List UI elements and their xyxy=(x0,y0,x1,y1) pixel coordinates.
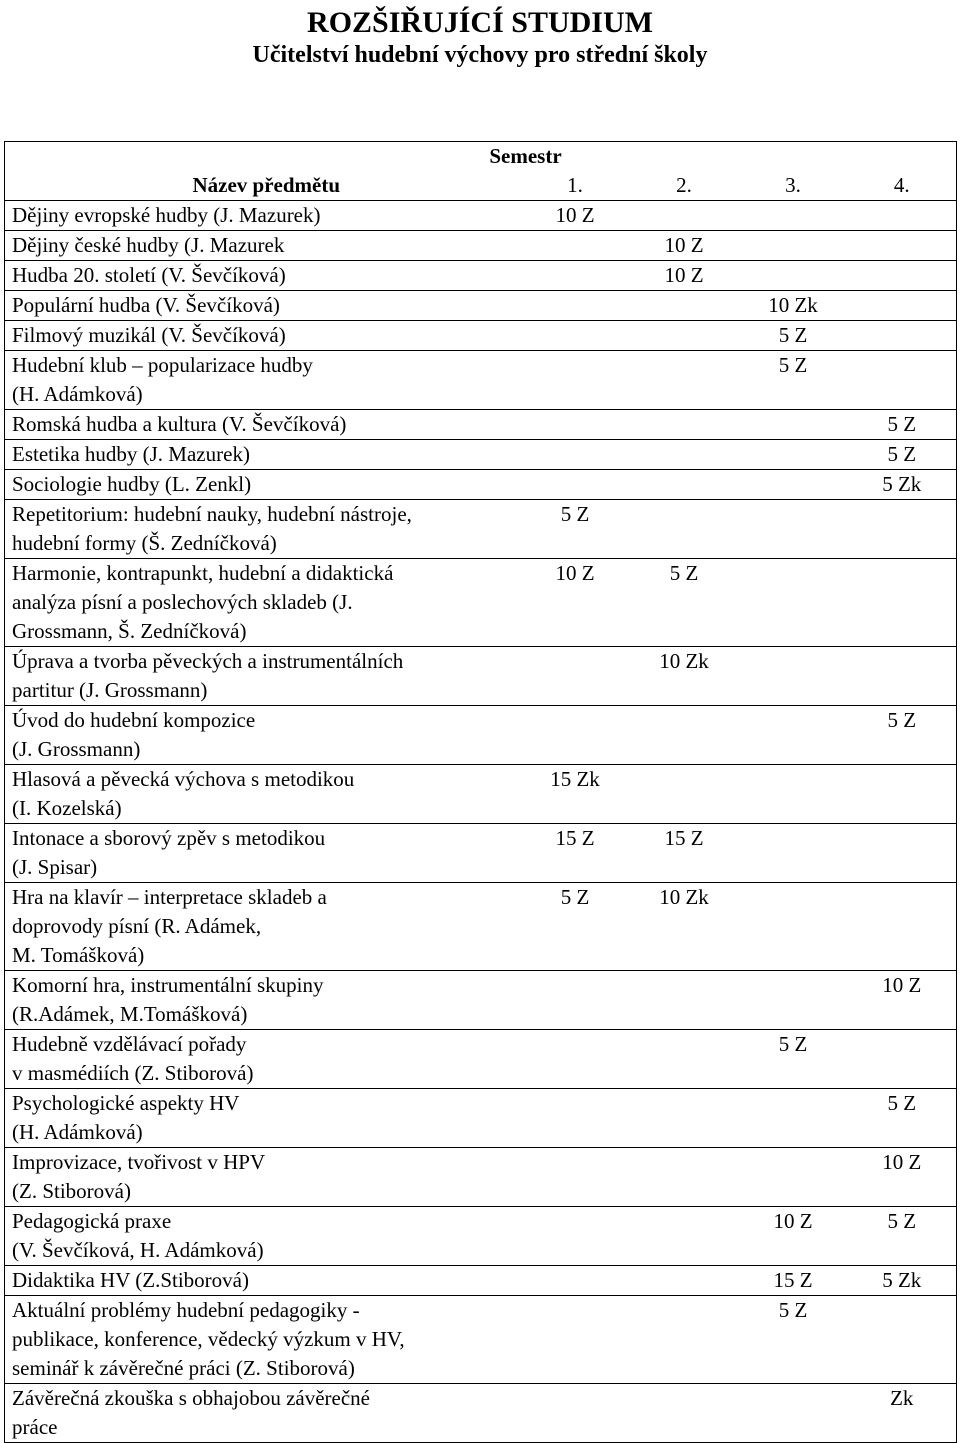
semester-2-cell xyxy=(630,231,739,261)
semester-4-cell xyxy=(848,1089,957,1148)
semester-3-cell xyxy=(739,971,848,1030)
page-subtitle: Učitelství hudební výchovy pro střední školy xyxy=(252,42,708,68)
semester-3-cell xyxy=(739,1296,848,1384)
study-plan-table xyxy=(4,141,957,1443)
semester-1-cell xyxy=(521,1089,630,1148)
table-row xyxy=(5,1089,957,1148)
semester-4-cell xyxy=(848,291,957,321)
credit-value: 5 Z xyxy=(887,708,917,732)
table-row xyxy=(5,1207,957,1266)
semester-3-cell xyxy=(739,500,848,559)
subject-name-cell xyxy=(5,824,521,883)
subject-name-line: seminář k závěrečné práci (Z. Stiborová) xyxy=(12,1356,355,1380)
semester-2-cell xyxy=(630,410,739,440)
subject-name-cell xyxy=(5,706,521,765)
semester-4-cell xyxy=(848,824,957,883)
subject-name-line: v masmédiích (Z. Stiborová) xyxy=(12,1061,254,1085)
credit-value: 10 Z xyxy=(882,1150,922,1174)
semester-1-cell xyxy=(521,321,630,351)
semester-4-cell xyxy=(848,410,957,440)
table-row xyxy=(5,971,957,1030)
semester-2-cell xyxy=(630,1384,739,1443)
subject-name-cell xyxy=(5,410,521,440)
table-row xyxy=(5,470,957,500)
semester-1-cell xyxy=(521,706,630,765)
semester-1-cell xyxy=(521,231,630,261)
semester-number: 2. xyxy=(676,173,692,197)
subject-name-line: M. Tomášková) xyxy=(12,943,145,967)
semester-3-cell xyxy=(739,291,848,321)
credit-value: 5 Z xyxy=(778,323,808,347)
semester-1-cell xyxy=(521,351,630,410)
credit-value: 5 Zk xyxy=(882,472,922,496)
subject-name-cell xyxy=(5,1296,521,1384)
semester-4-cell xyxy=(848,1266,957,1296)
credit-value: Zk xyxy=(890,1386,914,1410)
semester-1-cell xyxy=(521,440,630,470)
semester-1-cell xyxy=(521,1207,630,1266)
credit-value: 5 Z xyxy=(887,412,917,436)
semester-2-cell xyxy=(630,1148,739,1207)
semester-2-cell xyxy=(630,1266,739,1296)
semester-3-cell xyxy=(739,321,848,351)
subject-name-line: Komorní hra, instrumentální skupiny xyxy=(12,973,324,997)
subject-name-line: Dějiny české hudby (J. Mazurek xyxy=(12,233,285,257)
semester-header-3 xyxy=(739,171,848,201)
semester-1-cell xyxy=(521,765,630,824)
credit-value: 10 Z xyxy=(664,263,704,287)
credit-value: 10 Z xyxy=(555,203,595,227)
credit-value: 10 Zk xyxy=(768,293,818,317)
semester-3-cell xyxy=(739,559,848,647)
subject-name-cell xyxy=(5,440,521,470)
subject-name-cell xyxy=(5,321,521,351)
table-row xyxy=(5,1030,957,1089)
semester-2-cell xyxy=(630,351,739,410)
credit-value: 5 Z xyxy=(560,502,590,526)
semester-2-cell xyxy=(630,971,739,1030)
credit-value: 5 Z xyxy=(669,561,699,585)
semester-3-cell xyxy=(739,1089,848,1148)
semester-number: 3. xyxy=(785,173,801,197)
subject-name-line: Hra na klavír – interpretace skladeb a xyxy=(12,885,327,909)
subject-name-line: (I. Kozelská) xyxy=(12,796,122,820)
table-row xyxy=(5,1266,957,1296)
semester-2-cell xyxy=(630,883,739,971)
subject-name-cell xyxy=(5,971,521,1030)
semester-1-cell xyxy=(521,1148,630,1207)
credit-value: 10 Zk xyxy=(659,885,709,909)
semester-2-cell xyxy=(630,824,739,883)
subject-name-cell xyxy=(5,1089,521,1148)
semester-4-cell xyxy=(848,1148,957,1207)
subject-name-line: (H. Adámková) xyxy=(12,382,143,406)
semester-4-cell xyxy=(848,1384,957,1443)
subject-name-line: Dějiny evropské hudby (J. Mazurek) xyxy=(12,203,321,227)
subject-name-line: práce xyxy=(12,1415,58,1439)
semester-1-cell xyxy=(521,291,630,321)
semester-2-cell xyxy=(630,261,739,291)
semester-4-cell xyxy=(848,706,957,765)
credit-value: 15 Z xyxy=(773,1268,813,1292)
semester-4-cell xyxy=(848,1030,957,1089)
study-plan-body xyxy=(5,142,957,1443)
subject-name-cell xyxy=(5,470,521,500)
semester-3-cell xyxy=(739,410,848,440)
subject-name-line: analýza písní a poslechových skladeb (J. xyxy=(12,590,353,614)
subject-name-line: publikace, konference, vědecký výzkum v HV, xyxy=(12,1327,405,1351)
semester-number: 4. xyxy=(893,173,910,197)
credit-value: 5 Z xyxy=(560,885,590,909)
credit-value: 5 Z xyxy=(778,1298,808,1322)
semester-4-cell xyxy=(848,500,957,559)
semester-3-cell xyxy=(739,231,848,261)
subject-name-line: (Z. Stiborová) xyxy=(12,1179,131,1203)
subject-name-line: (J. Grossmann) xyxy=(12,737,141,761)
credit-value: 10 Z xyxy=(664,233,704,257)
subject-name-line: Psychologické aspekty HV xyxy=(12,1091,240,1115)
subject-name-line: Estetika hudby (J. Mazurek) xyxy=(12,442,250,466)
semester-1-cell xyxy=(521,1266,630,1296)
credit-value: 10 Z xyxy=(773,1209,813,1233)
subject-name-line: Hlasová a pěvecká výchova s metodikou xyxy=(12,767,355,791)
semester-3-cell xyxy=(739,261,848,291)
subject-name-line: Sociologie hudby (L. Zenkl) xyxy=(12,472,252,496)
semester-2-cell xyxy=(630,500,739,559)
table-row xyxy=(5,883,957,971)
semester-4-cell xyxy=(848,201,957,231)
semester-3-cell xyxy=(739,470,848,500)
table-row xyxy=(5,647,957,706)
semester-4-cell xyxy=(848,470,957,500)
semester-1-cell xyxy=(521,971,630,1030)
semester-2-cell xyxy=(630,321,739,351)
subject-name-line: (R.Adámek, M.Tomášková) xyxy=(12,1002,248,1026)
subject-name-cell xyxy=(5,883,521,971)
table-row xyxy=(5,410,957,440)
semester-3-cell xyxy=(739,824,848,883)
subject-name-cell xyxy=(5,1148,521,1207)
credit-value: 10 Z xyxy=(882,973,922,997)
subject-name-line: Repetitorium: hudební nauky, hudební nástroje, xyxy=(12,502,412,526)
subject-name-header: Název předmětu xyxy=(5,171,521,201)
semester-3-cell xyxy=(739,440,848,470)
semester-header-1 xyxy=(521,171,630,201)
semester-1-cell xyxy=(521,500,630,559)
credit-value: 15 Z xyxy=(664,826,704,850)
semester-3-cell xyxy=(739,883,848,971)
semestr-header-row xyxy=(5,142,957,172)
subject-name-cell xyxy=(5,261,521,291)
semester-1-cell xyxy=(521,1296,630,1384)
subject-name-line: doprovody písní (R. Adámek, xyxy=(12,914,262,938)
semester-1-cell xyxy=(521,201,630,231)
semester-4-cell xyxy=(848,1296,957,1384)
semester-4-cell xyxy=(848,321,957,351)
semester-header-4 xyxy=(848,171,957,201)
semester-1-cell xyxy=(521,470,630,500)
semester-3-cell xyxy=(739,1030,848,1089)
semester-3-cell xyxy=(739,1148,848,1207)
credit-value: 15 Z xyxy=(555,826,595,850)
semester-4-cell xyxy=(848,765,957,824)
semester-3-cell xyxy=(739,1266,848,1296)
credit-value: 10 Z xyxy=(555,561,595,585)
subject-name-cell xyxy=(5,291,521,321)
table-row xyxy=(5,765,957,824)
column-header-row xyxy=(5,171,957,201)
semester-4-cell xyxy=(848,231,957,261)
subject-name-line: Harmonie, kontrapunkt, hudební a didaktická xyxy=(12,561,394,585)
table-row xyxy=(5,1148,957,1207)
semester-2-cell xyxy=(630,1089,739,1148)
semester-2-cell xyxy=(630,706,739,765)
subject-name-line: Hudebně vzdělávací pořady xyxy=(12,1032,247,1056)
table-row xyxy=(5,500,957,559)
table-row xyxy=(5,559,957,647)
semester-4-cell xyxy=(848,647,957,706)
subject-name-line: (H. Adámková) xyxy=(12,1120,143,1144)
table-row xyxy=(5,201,957,231)
semester-2-cell xyxy=(630,201,739,231)
semester-3-cell xyxy=(739,706,848,765)
subject-name-cell xyxy=(5,231,521,261)
table-row xyxy=(5,321,957,351)
semester-4-cell xyxy=(848,1207,957,1266)
subject-name-line: (V. Ševčíková, H. Adámková) xyxy=(12,1238,264,1262)
semester-2-cell xyxy=(630,440,739,470)
subject-name-line: Pedagogická praxe xyxy=(12,1209,172,1233)
semester-4-cell xyxy=(848,559,957,647)
subject-name-line: partitur (J. Grossmann) xyxy=(12,678,208,702)
semester-number: 1. xyxy=(567,173,583,197)
semester-3-cell xyxy=(739,201,848,231)
semester-1-cell xyxy=(521,647,630,706)
page-title: ROZŠIŘUJÍCÍ STUDIUM xyxy=(307,6,653,39)
subject-name-line: Improvizace, tvořivost v HPV xyxy=(12,1150,266,1174)
subject-name-cell xyxy=(5,765,521,824)
semester-1-cell xyxy=(521,261,630,291)
semester-2-cell xyxy=(630,1296,739,1384)
subject-name-line: Intonace a sborový zpěv s metodikou xyxy=(12,826,326,850)
subject-name-cell xyxy=(5,201,521,231)
credit-value: 5 Z xyxy=(778,1032,808,1056)
subject-name-cell xyxy=(5,559,521,647)
semester-2-cell xyxy=(630,647,739,706)
semester-1-cell xyxy=(521,559,630,647)
semester-1-cell xyxy=(521,410,630,440)
semester-1-cell xyxy=(521,824,630,883)
table-row xyxy=(5,261,957,291)
subject-name-line: Grossmann, Š. Zedníčková) xyxy=(12,619,247,643)
subject-name-cell xyxy=(5,351,521,410)
table-row xyxy=(5,351,957,410)
table-row xyxy=(5,824,957,883)
subject-name-line: Aktuální problémy hudební pedagogiky - xyxy=(12,1298,360,1322)
semester-header-2 xyxy=(630,171,739,201)
table-row xyxy=(5,291,957,321)
subject-name-cell xyxy=(5,1030,521,1089)
subject-name-line: Závěrečná zkouška s obhajobou závěrečné xyxy=(12,1386,370,1410)
subject-name-cell xyxy=(5,1384,521,1443)
subject-name-cell xyxy=(5,647,521,706)
table-row xyxy=(5,706,957,765)
subject-name-line: Populární hudba (V. Ševčíková) xyxy=(12,293,280,317)
semester-2-cell xyxy=(630,291,739,321)
semester-2-cell xyxy=(630,470,739,500)
semestr-label: Semestr xyxy=(5,142,957,172)
semester-1-cell xyxy=(521,883,630,971)
table-row xyxy=(5,440,957,470)
semester-1-cell xyxy=(521,1384,630,1443)
semester-2-cell xyxy=(630,559,739,647)
credit-value: 5 Z xyxy=(887,1091,917,1115)
subject-name-line: Romská hudba a kultura (V. Ševčíková) xyxy=(12,412,347,436)
subject-name-cell xyxy=(5,500,521,559)
semester-4-cell xyxy=(848,883,957,971)
table-row xyxy=(5,1296,957,1384)
semester-4-cell xyxy=(848,261,957,291)
subject-name-line: (J. Spisar) xyxy=(12,855,98,879)
subject-name-line: Filmový muzikál (V. Ševčíková) xyxy=(12,323,286,347)
semester-1-cell xyxy=(521,1030,630,1089)
semester-4-cell xyxy=(848,971,957,1030)
credit-value: 5 Z xyxy=(887,442,917,466)
subject-name-line: hudební formy (Š. Zedníčková) xyxy=(12,531,277,555)
subject-name-line: Úprava a tvorba pěveckých a instrumentálních xyxy=(12,649,404,673)
credit-value: 15 Zk xyxy=(550,767,600,791)
subject-name-line: Hudba 20. století (V. Ševčíková) xyxy=(12,263,286,287)
table-row xyxy=(5,1384,957,1443)
semester-3-cell xyxy=(739,765,848,824)
table-row xyxy=(5,231,957,261)
semester-3-cell xyxy=(739,351,848,410)
semester-3-cell xyxy=(739,1207,848,1266)
subject-name-cell xyxy=(5,1207,521,1266)
subject-name-line: Hudební klub – popularizace hudby xyxy=(12,353,313,377)
semester-3-cell xyxy=(739,647,848,706)
semester-2-cell xyxy=(630,1207,739,1266)
credit-value: 5 Z xyxy=(887,1209,917,1233)
semester-4-cell xyxy=(848,351,957,410)
subject-name-cell xyxy=(5,1266,521,1296)
semester-2-cell xyxy=(630,765,739,824)
semester-3-cell xyxy=(739,1384,848,1443)
credit-value: 10 Zk xyxy=(659,649,709,673)
semester-4-cell xyxy=(848,440,957,470)
subject-name-line: Didaktika HV (Z.Stiborová) xyxy=(12,1268,249,1292)
credit-value: 5 Z xyxy=(778,353,808,377)
subject-name-line: Úvod do hudební kompozice xyxy=(12,708,256,732)
semester-2-cell xyxy=(630,1030,739,1089)
credit-value: 5 Zk xyxy=(882,1268,922,1292)
